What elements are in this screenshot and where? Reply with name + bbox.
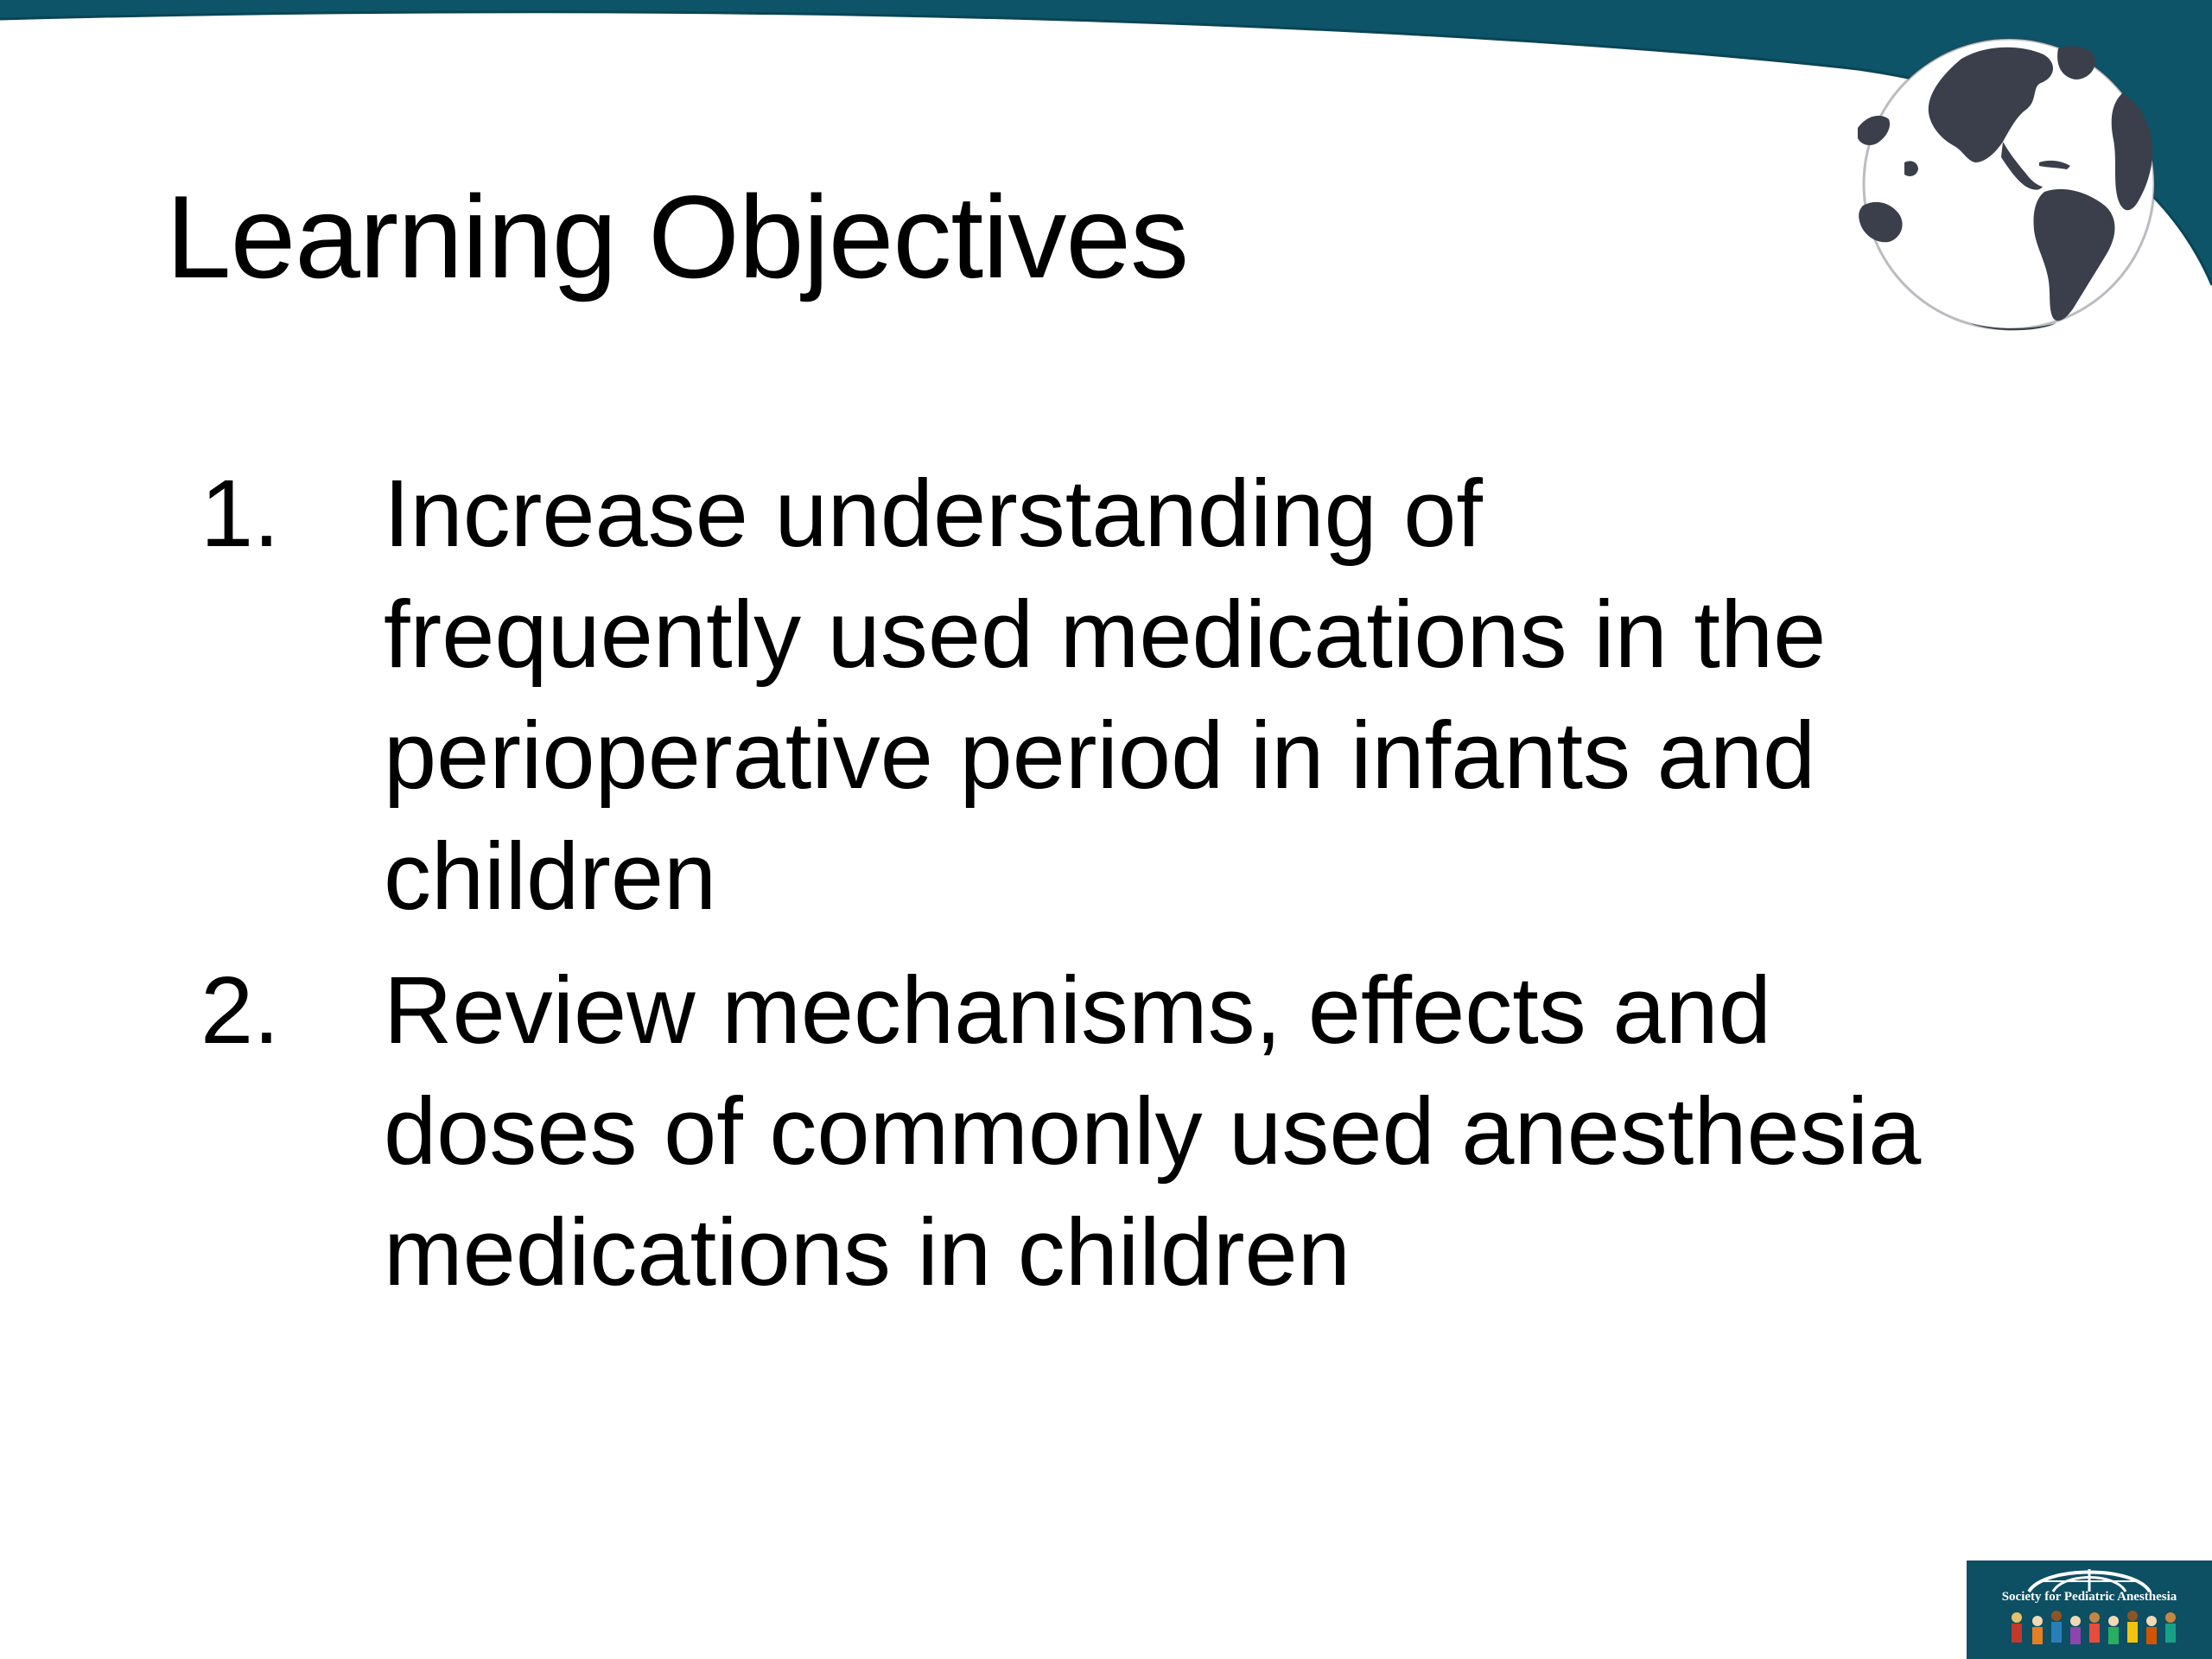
objective-line: Review mechanisms, effects and xyxy=(384,957,1771,1064)
objective-number: 1. xyxy=(200,461,280,567)
objective-line: perioperative period in infants and xyxy=(384,702,1816,809)
objectives-list xyxy=(200,454,2067,1313)
objective-item xyxy=(200,950,2067,1313)
objective-line: doses of commonly used anesthesia xyxy=(384,1078,1922,1185)
slide-title: Learning Objectives xyxy=(166,171,1189,302)
objective-line: Increase understanding of xyxy=(384,461,1483,567)
objective-line: children xyxy=(384,823,717,930)
objective-line: medications in children xyxy=(384,1199,1351,1306)
objective-line: frequently used medications in the xyxy=(384,582,1827,688)
globe-icon xyxy=(1832,33,2169,335)
objective-item xyxy=(200,454,2067,938)
society-logo xyxy=(1967,1560,2212,1659)
logo-text: Society for Pediatric Anesthesia xyxy=(2001,1590,2177,1604)
logo-globe-icon xyxy=(1967,1560,2212,1659)
objective-number: 2. xyxy=(200,957,280,1064)
